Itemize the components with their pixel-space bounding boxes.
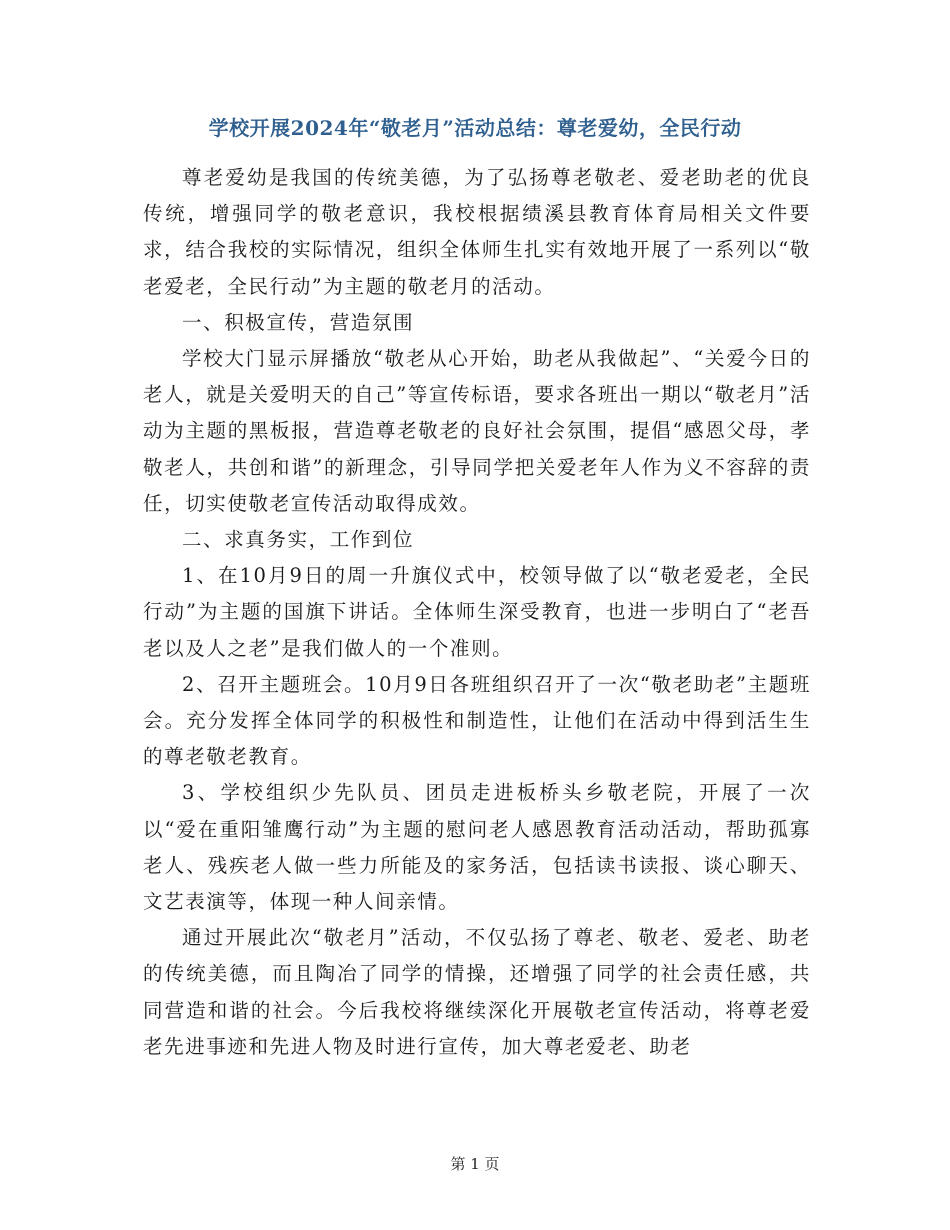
paragraph-item-3: 3、学校组织少先队员、团员走进板桥头乡敬老院，开展了一次以“爱在重阳雏鹰行动”为主题的慰问老人感恩教育活动活动，帮助孤寡老人、残疾老人做一些力所能及的家务活，包括读书读报、谈心聊天、文艺表演等，体现一种人间亲情。 <box>143 781 811 914</box>
paragraph-item-1: 1、在10月9日的周一升旗仪式中，校领导做了以“敬老爱老，全民行动”为主题的国旗下讲话。全体师生深受教育，也进一步明白了“老吾老以及人之老”是我们做人的一个准则。 <box>143 564 811 660</box>
document-body <box>143 160 811 1065</box>
section-heading-1: 一、积极宣传，营造氛围 <box>182 310 415 334</box>
section-heading-2: 二、求真务实，工作到位 <box>182 528 415 552</box>
paragraph-item-2: 2、召开主题班会。10月9日各班组织召开了一次“敬老助老”主题班会。充分发挥全体同学的积极性和制造性，让他们在活动中得到活生生的尊老敬老教育。 <box>143 672 811 769</box>
page-number: 第 1 页 <box>450 1155 500 1173</box>
paragraph-publicity: 学校大门显示屏播放“敬老从心开始，助老从我做起”、“关爱今日的老人，就是关爱明天的自己”等宣传标语，要求各班出一期以“敬老月”活动为主题的黑板报，营造尊老敬老的良好社会氛围，提倡“感恩父母，孝敬老人，共创和谐”的新理念，引导同学把关爱老年人作为义不容辞的责任，切实使敬老宣传活动取得成效。 <box>143 347 811 515</box>
paragraph-intro: 尊老爱幼是我国的传统美德，为了弘扬尊老敬老、爱老助老的优良传统，增强同学的敬老意识，我校根据绩溪县教育体育局相关文件要求，结合我校的实际情况，组织全体师生扎实有效地开展了一系列以“敬老爱老，全民行动”为主题的敬老月的活动。 <box>143 166 811 298</box>
document-title: 学校开展2024年“敬老月”活动总结：尊老爱幼，全民行动 <box>208 116 742 140</box>
paragraph-conclusion: 通过开展此次“敬老月”活动，不仅弘扬了尊老、敬老、爱老、助老的传统美德，而且陶冶了同学的情操，还增强了同学的社会责任感，共同营造和谐的社会。今后我校将继续深化开展敬老宣传活动，将尊老爱老先进事迹和先进人物及时进行宣传，加大尊老爱老、助老 <box>143 926 811 1058</box>
